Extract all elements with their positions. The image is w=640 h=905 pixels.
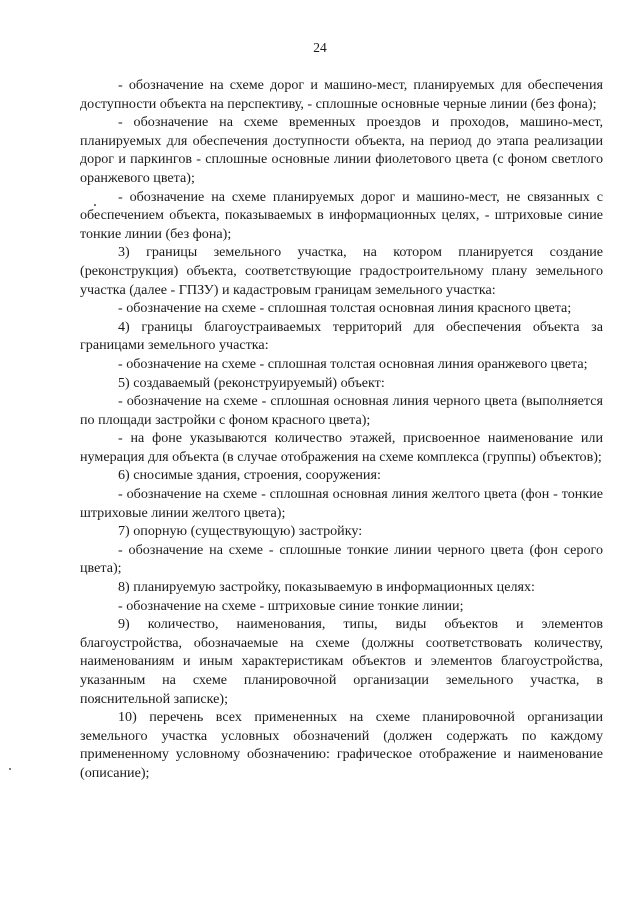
paragraph: 6) сносимые здания, строения, сооружения: — [118, 467, 381, 484]
paragraph: 10) перечень всех примененных на схеме планировочной организации земельного участка условных обозначений (должен содержать по каждому примененному условному обозначению: графическое отображение и наименование (описание); — [80, 709, 603, 781]
paragraph: - обозначение на схеме планируемых дорог и машино-мест, не связанных с обеспечением объекта, показываемых в информационных целях, - штриховые синие тонкие линии (без фона); — [80, 188, 603, 242]
body-text — [80, 76, 603, 783]
paragraph: 9) количество, наименования, типы, виды объектов и элементов благоустройства, обозначаемые на схеме (должны соответствовать количеству, наименованиям и иным характеристикам объектов и элементов благоустройства, указанным на схеме планировочной организации земельного участка, в пояснительной записке); — [80, 616, 603, 707]
paragraph: - обозначение на схеме - сплошная основная линия желтого цвета (фон - тонкие штриховые линии желтого цвета); — [80, 486, 603, 521]
paragraph: - обозначение на схеме временных проездов и проходов, машино-мест, планируемых для обеспечения доступности объекта, на период до этапа реализации дорог и паркингов - сплошные основные линии фиолетового цвета (с фоном светлого оранжевого цвета); — [80, 114, 603, 186]
paragraph: - обозначение на схеме - сплошная толстая основная линия оранжевого цвета; — [118, 355, 588, 372]
paragraph: - обозначение на схеме - сплошная толстая основная линия красного цвета; — [118, 300, 572, 317]
paragraph: 4) границы благоустраиваемых территорий для обеспечения объекта за границами земельного участка: — [80, 318, 603, 354]
paragraph: - обозначение на схеме дорог и машино-мест, планируемых для обеспечения доступности объекта на перспективу, - сплошные основные черные линии (без фона); — [80, 77, 603, 112]
paragraph: 7) опорную (существующую) застройку: — [118, 523, 363, 540]
paragraph: 8) планируемую застройку, показываемую в информационных целях: — [118, 579, 535, 596]
paragraph: 5) создаваемый (реконструируемый) объект: — [118, 374, 385, 391]
paragraph: - обозначение на схеме - штриховые синие тонкие линии; — [118, 597, 464, 614]
paragraph: 3) границы земельного участка, на котором планируется создание (реконструкция) объекта, соответствующие градостроительному плану земельного участка (далее - ГПЗУ) и кадастровым границам земельного участка: — [80, 244, 603, 298]
scan-artifact-dot — [9, 768, 11, 770]
paragraph: - обозначение на схеме - сплошная основная линия черного цвета (выполняется по площади застройки с фоном красного цвета); — [80, 393, 603, 428]
paragraph: - на фоне указываются количество этажей, присвоенное наименование или нумерация для объекта (в случае отображения на схеме комплекса (группы) объектов); — [80, 430, 603, 465]
paragraph: - обозначение на схеме - сплошные тонкие линии черного цвета (фон серого цвета); — [80, 541, 603, 577]
page-number: 24 — [313, 40, 327, 55]
